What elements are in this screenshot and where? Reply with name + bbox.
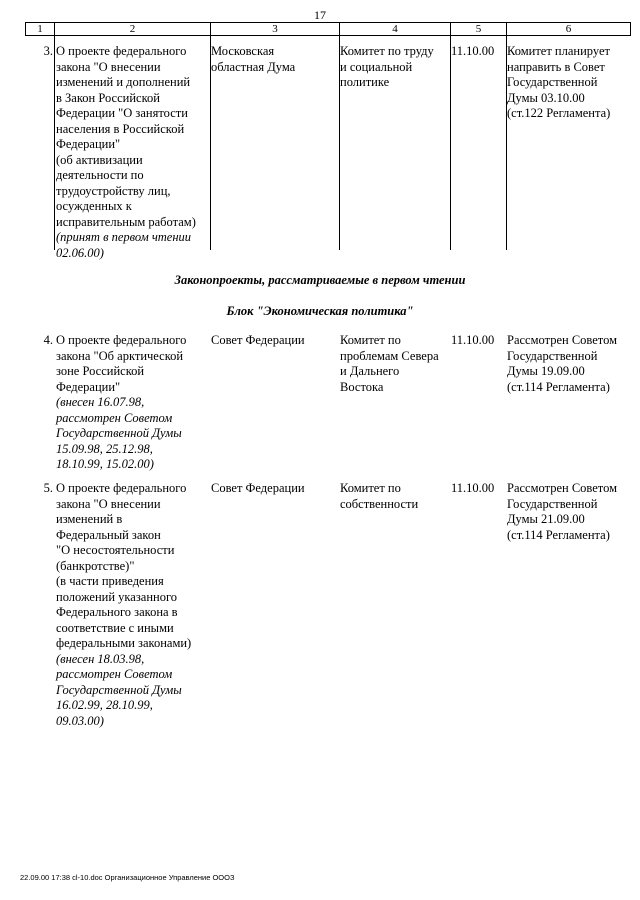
note-line: 16.02.99, 28.10.99, bbox=[56, 698, 153, 712]
title-line: (об активизации bbox=[56, 152, 143, 167]
date: 11.10.00 bbox=[451, 333, 495, 347]
status bbox=[507, 44, 632, 122]
column-number-4: 4 bbox=[340, 23, 451, 36]
status-line: направить в Совет bbox=[507, 59, 605, 74]
row-number: 3. bbox=[43, 44, 53, 58]
note-line: рассмотрен Советом bbox=[56, 667, 173, 681]
initiator bbox=[211, 333, 333, 349]
note-line: (внесен 16.07.98, bbox=[56, 395, 145, 409]
title-line: О проекте федерального bbox=[56, 44, 187, 58]
column-header-row bbox=[25, 22, 631, 36]
page-number: 17 bbox=[314, 8, 326, 22]
date: 11.10.00 bbox=[451, 481, 495, 495]
title-line: зоне Российской bbox=[56, 364, 145, 378]
status-line: Государственной bbox=[507, 496, 598, 511]
column-number-3: 3 bbox=[211, 23, 340, 36]
committee-line: Комитет по труду bbox=[340, 44, 434, 58]
title-line: федеральными законами) bbox=[56, 636, 192, 650]
title-line: Федеральный закон bbox=[56, 527, 161, 542]
status-line: Думы 19.09.00 bbox=[507, 364, 585, 378]
block-heading: Блок "Экономическая политика" bbox=[226, 304, 414, 318]
initiator bbox=[211, 44, 333, 75]
status-line: Государственной bbox=[507, 75, 598, 89]
committee bbox=[340, 44, 450, 91]
title-line: исправительным работам) bbox=[56, 214, 196, 229]
committee-line: Комитет по bbox=[340, 481, 401, 495]
title-line: Федерации" bbox=[56, 379, 121, 394]
section-heading: Законопроекты, рассматриваемые в первом чтении bbox=[174, 273, 466, 287]
title-line: населения в Российской bbox=[56, 121, 185, 136]
title-line: (банкротстве)" bbox=[56, 558, 135, 573]
title-line: О проекте федерального bbox=[56, 333, 187, 347]
title-line: осужденных к bbox=[56, 199, 132, 213]
note-line: Государственной Думы bbox=[56, 426, 182, 440]
bill-title bbox=[56, 333, 206, 473]
title-line: Федерации "О занятости bbox=[56, 106, 188, 120]
status-line: (ст.114 Регламента) bbox=[507, 379, 610, 394]
note-line: 15.09.98, 25.12.98, bbox=[56, 441, 153, 456]
note-line: Государственной Думы bbox=[56, 682, 182, 697]
title-line: положений указанного bbox=[56, 589, 178, 604]
committee-line: политике bbox=[340, 75, 390, 89]
committee bbox=[340, 481, 450, 512]
status bbox=[507, 481, 632, 543]
status-line: Комитет планирует bbox=[507, 44, 610, 58]
note-line: 18.10.99, 15.02.00) bbox=[56, 457, 154, 471]
committee-line: собственности bbox=[340, 496, 419, 511]
document-footer: 22.09.00 17:38 cl-10.doc Организационное Управление ОООЗ bbox=[20, 873, 235, 882]
bill-title bbox=[56, 481, 206, 729]
note-line: (принят в первом чтении bbox=[56, 230, 192, 244]
status-line: Рассмотрен Советом bbox=[507, 333, 618, 347]
row-number: 4. bbox=[43, 333, 53, 347]
committee-line: проблемам Севера bbox=[340, 348, 439, 363]
column-number-6: 6 bbox=[507, 23, 631, 36]
title-line: закона "Об арктической bbox=[56, 348, 184, 363]
column-number-5: 5 bbox=[451, 23, 507, 36]
initiator-line: Московская bbox=[211, 44, 275, 58]
status-line: Думы 21.09.00 bbox=[507, 512, 585, 526]
title-line: соответствие с иными bbox=[56, 620, 174, 635]
note-line: (внесен 18.03.98, bbox=[56, 651, 145, 666]
title-line: изменений в bbox=[56, 512, 123, 526]
title-line: закона "О внесении bbox=[56, 496, 161, 511]
status-line: Государственной bbox=[507, 348, 598, 363]
initiator-line: областная Дума bbox=[211, 59, 296, 74]
committee-line: Комитет по bbox=[340, 333, 401, 347]
initiator bbox=[211, 481, 333, 497]
committee-line: и Дальнего bbox=[340, 364, 400, 378]
date: 11.10.00 bbox=[451, 44, 495, 58]
initiator-line: Совет Федерации bbox=[211, 333, 305, 347]
title-line: деятельности по bbox=[56, 168, 144, 182]
title-line: изменений и дополнений bbox=[56, 75, 191, 89]
committee bbox=[340, 333, 450, 395]
status-line: (ст.114 Регламента) bbox=[507, 527, 610, 542]
initiator-line: Совет Федерации bbox=[211, 481, 305, 495]
committee-line: и социальной bbox=[340, 59, 413, 74]
column-divider bbox=[450, 35, 451, 250]
note-line: рассмотрен Советом bbox=[56, 410, 173, 425]
column-number-1: 1 bbox=[26, 23, 55, 36]
status-line: (ст.122 Регламента) bbox=[507, 106, 611, 120]
title-line: "О несостоятельности bbox=[56, 543, 175, 557]
title-line: закона "О внесении bbox=[56, 59, 161, 74]
title-line: трудоустройству лиц, bbox=[56, 183, 171, 198]
title-line: в Закон Российской bbox=[56, 90, 160, 105]
note-line: 09.03.00) bbox=[56, 713, 104, 728]
title-line: Федерации" bbox=[56, 137, 121, 151]
status bbox=[507, 333, 632, 395]
title-line: (в части приведения bbox=[56, 574, 164, 588]
status-line: Рассмотрен Советом bbox=[507, 481, 618, 495]
row-number: 5. bbox=[43, 481, 53, 495]
title-line: Федерального закона в bbox=[56, 605, 178, 619]
column-divider bbox=[54, 35, 55, 250]
note-line: 02.06.00) bbox=[56, 245, 104, 260]
committee-line: Востока bbox=[340, 379, 384, 394]
bill-title bbox=[56, 44, 206, 261]
title-line: О проекте федерального bbox=[56, 481, 187, 495]
column-number-2: 2 bbox=[55, 23, 211, 36]
status-line: Думы 03.10.00 bbox=[507, 90, 585, 105]
